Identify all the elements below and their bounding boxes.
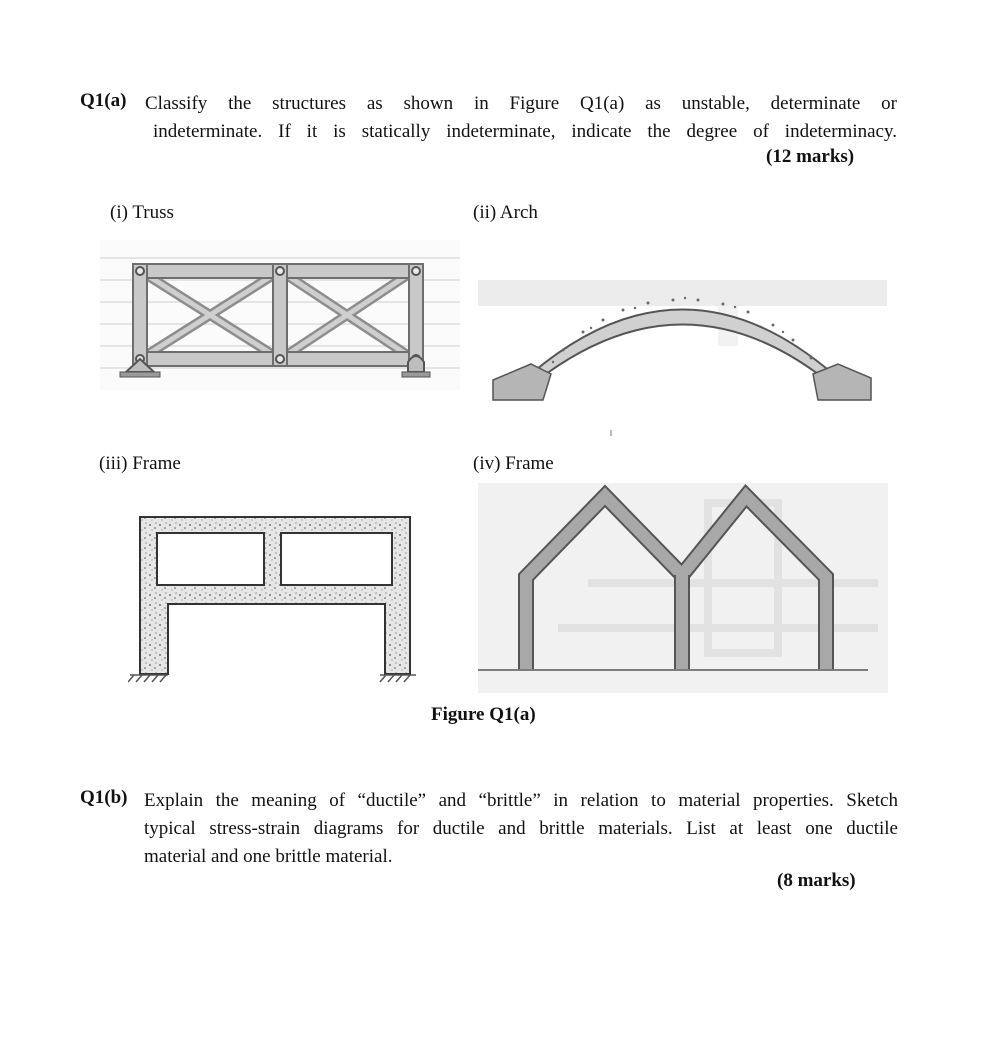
frame3-figure [128,512,418,690]
q1b-line2: typical stress-strain diagrams for ductile and brittle materials. List at least one ductile [144,818,898,839]
arch-figure [473,270,887,440]
arch-caption: (ii) Arch [473,202,538,223]
truss-caption: (i) Truss [110,202,174,223]
q1a-line2: indeterminate. If it is statically indeterminate, indicate the degree of indeterminacy. [153,121,897,142]
frame3-caption: (iii) Frame [99,453,181,474]
q1a-line1: Classify the structures as shown in Figure Q1(a) as unstable, determinate or [145,93,897,114]
q1a-label: Q1(a) [80,90,127,111]
frame4-figure [478,483,888,693]
q1b-marks: (8 marks) [777,870,856,891]
q1b-label: Q1(b) [80,787,128,808]
q1b-line3: material and one brittle material. [144,846,393,867]
frame4-caption: (iv) Frame [473,453,554,474]
q1b-line1: Explain the meaning of “ductile” and “brittle” in relation to material properties. Sketch [144,790,898,811]
figure-caption: Figure Q1(a) [431,704,536,725]
q1a-marks: (12 marks) [766,146,855,167]
truss-figure [100,240,460,390]
